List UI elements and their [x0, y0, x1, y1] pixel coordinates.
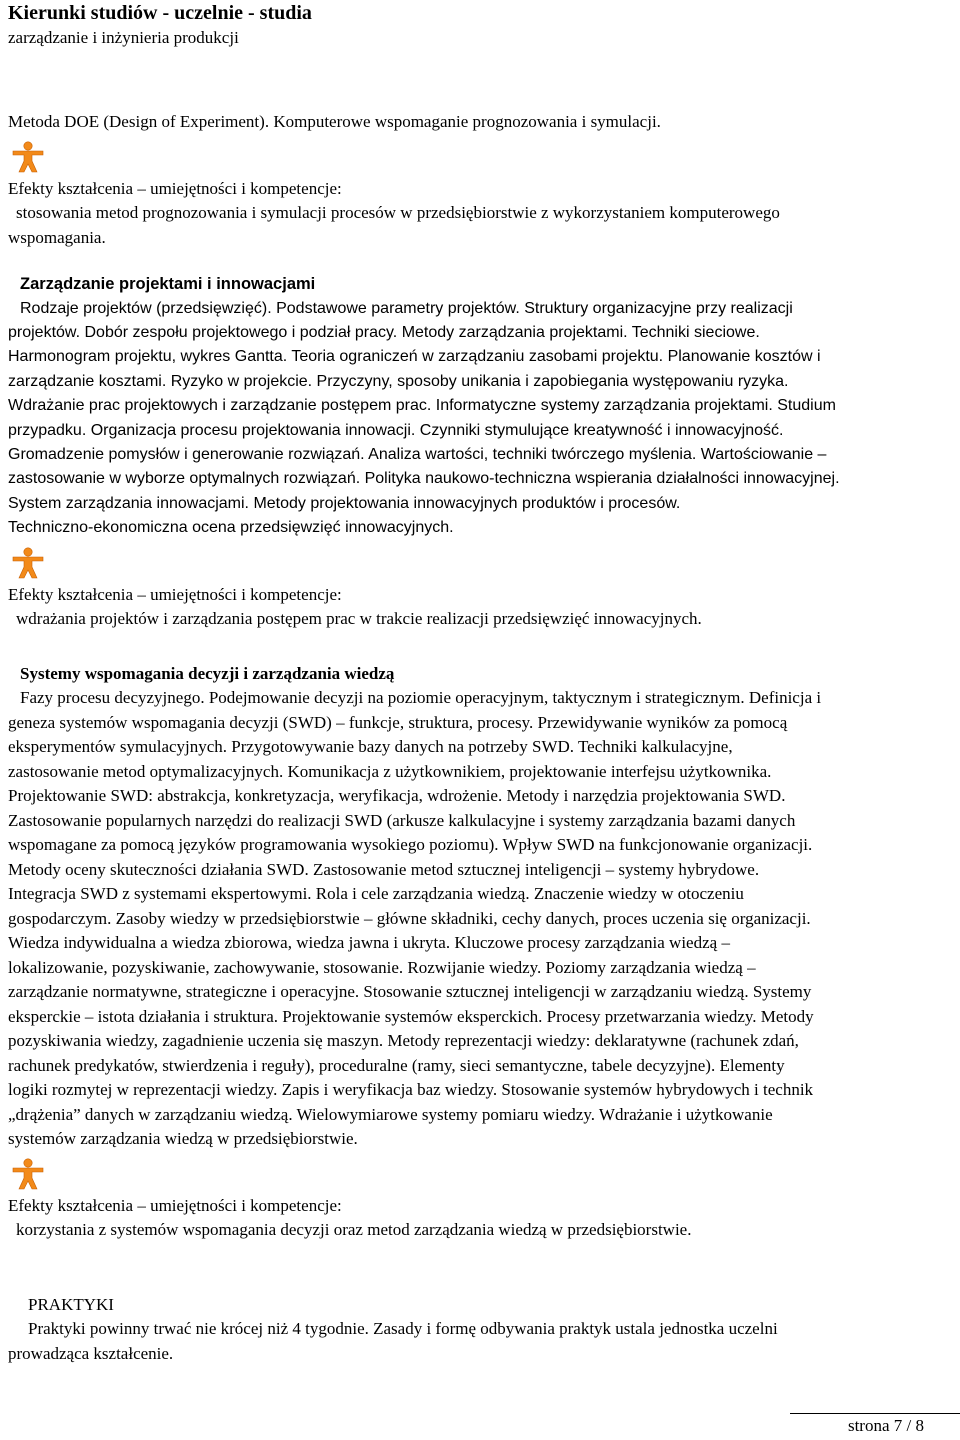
- person-icon: [10, 141, 46, 173]
- section-heading-projects: Zarządzanie projektami i innowacjami: [20, 275, 316, 293]
- section-heading-decision-systems: Systemy wspomagania decyzji i zarządzania wiedzą: [20, 663, 395, 683]
- text-line: eksperymentów symulacyjnych. Przygotowywanie bazy danych na potrzeby SWD. Techniki kalkulacyjne,: [8, 737, 733, 757]
- text-line: Wdrażanie prac projektowych i zarządzanie postępem prac. Informatyczne systemy zarządzania projektami. Studium: [8, 397, 836, 415]
- praktyki-title: PRAKTYKI: [28, 1294, 114, 1314]
- text-line: Zastosowanie popularnych narzędzi do realizacji SWD (arkusze kalkulacyjne i systemy zarządzania bazami danych: [8, 810, 796, 830]
- section-body-projects: [8, 297, 954, 541]
- efekty-label: Efekty kształcenia – umiejętności i kompetencje:: [8, 178, 342, 198]
- page-header: [8, 0, 312, 50]
- text-line: Harmonogram projektu, wykres Gantta. Teoria ograniczeń w zarządzaniu zasobami projektu. Planowanie kosztów i: [8, 348, 821, 366]
- intro-text: Metoda DOE (Design of Experiment). Komputerowe wspomaganie prognozowania i symulacji.: [8, 112, 661, 131]
- text-line: zastosowanie w wyborze optymalnych rozwiązań. Polityka naukowo-techniczna wspierania działalności innowacyjnej.: [8, 470, 840, 488]
- text-line: zarządzanie kosztami. Ryzyko w projekcie. Przyczyny, sposoby unikania i zapobiegania występowaniu ryzyka.: [8, 372, 789, 390]
- efekty-text: wdrażania projektów i zarządzania postępem prac w trakcie realizacji przedsięwzięć innowacyjnych.: [16, 609, 702, 629]
- text-line: rachunek predykatów, stwierdzenia i reguły), proceduralne (ramy, sieci semantyczne, tabele decyzyjne). Elementy: [8, 1055, 785, 1075]
- text-line: Wiedza indywidualna a wiedza zbiorowa, wiedza jawna i ukryta. Kluczowe procesy zarządzania wiedzą –: [8, 933, 730, 953]
- text-line: Praktyki powinny trwać nie krócej niż 4 tygodnie. Zasady i formę odbywania praktyk ustala jednostka uczelni: [28, 1319, 778, 1339]
- efekty-text: stosowania metod prognozowania i symulacji procesów w przedsiębiorstwie z wykorzystaniem komputerowego: [16, 203, 780, 222]
- text-line: System zarządzania innowacjami. Metody projektowania innowacyjnych produktów i procesów.: [8, 494, 681, 512]
- text-line: lokalizowanie, pozyskiwanie, zachowywanie, stosowanie. Rozwijanie wiedzy. Poziomy zarządzania wiedzą –: [8, 957, 756, 977]
- efekty-text: korzystania z systemów wspomagania decyzji oraz metod zarządzania wiedzą w przedsiębiorstwie.: [16, 1220, 692, 1240]
- document-content: [8, 110, 954, 1366]
- text-line: przypadku. Organizacja procesu projektowania innowacji. Czynniki stymulujące kreatywność i innowacyjność.: [8, 421, 784, 439]
- text-line: prowadząca kształcenie.: [8, 1343, 174, 1363]
- efekty-label: Efekty kształcenia – umiejętności i kompetencje:: [8, 584, 342, 604]
- text-line: Integracja SWD z systemami ekspertowymi. Rola i cele zarządzania wiedzą. Znaczenie wiedzy w otoczeniu: [8, 884, 744, 904]
- person-icon: [10, 547, 46, 579]
- text-line: Rodzaje projektów (przedsięwzięć). Podstawowe parametry projektów. Struktury organizacyjne przy realizacji: [20, 299, 793, 317]
- text-line: eksperckie – istota działania i struktura. Projektowanie systemów eksperckich. Procesy przetwarzania wiedzy. Metody: [8, 1006, 814, 1026]
- efekty-text-continued: wspomagania.: [8, 227, 106, 247]
- text-line: zarządzanie normatywne, strategiczne i operacyjne. Stosowanie sztucznej inteligencji w zarządzaniu wiedzą. Systemy: [8, 982, 812, 1002]
- text-line: Gromadzenie pomysłów i generowanie rozwiązań. Analiza wartości, techniki twórczego myślenia. Wartościowanie –: [8, 445, 827, 463]
- person-icon: [10, 1158, 46, 1190]
- text-line: Metody oceny skuteczności działania SWD. Zastosowanie metod sztucznej inteligencji – systemy hybrydowe.: [8, 859, 760, 879]
- text-line: wspomagane za pomocą języków programowania wysokiego poziomu). Wpływ SWD na funkcjonowanie organizacji.: [8, 835, 813, 855]
- text-line: pozyskiwania wiedzy, zagadnienie uczenia się maszyn. Metody reprezentacji wiedzy: deklaratywne (rachunek zdań,: [8, 1031, 799, 1051]
- text-line: systemów zarządzania wiedzą w przedsiębiorstwie.: [8, 1129, 358, 1149]
- text-line: Fazy procesu decyzyjnego. Podejmowanie decyzji na poziomie operacyjnym, taktycznym i strategicznym. Definicja i: [20, 688, 822, 708]
- section-body-decision-systems: [8, 686, 954, 1152]
- site-title: Kierunki studiów - uczelnie - studia: [8, 2, 312, 24]
- text-line: Projektowanie SWD: abstrakcja, konkretyzacja, weryfikacja, wdrożenie. Metody i narzędzia projektowania SWD.: [8, 786, 786, 806]
- text-line: geneza systemów wspomagania decyzji (SWD) – funkcje, struktura, procesy. Przewidywanie wyników za pomocą: [8, 712, 788, 732]
- page-number: strona 7 / 8: [847, 1415, 924, 1435]
- page-subtitle: zarządzanie i inżynieria produkcji: [8, 28, 239, 47]
- text-line: „drążenia” danych w zarządzaniu wiedzą. Wielowymiarowe systemy pomiaru wiedzy. Wdrażanie i użytkowanie: [8, 1104, 773, 1124]
- text-line: gospodarczym. Zasoby wiedzy w przedsiębiorstwie – główne składniki, cechy danych, proces uczenia się organizacji.: [8, 908, 811, 928]
- text-line: Techniczno-ekonomiczna ocena przedsięwzięć innowacyjnych.: [8, 519, 454, 537]
- text-line: zastosowanie metod optymalizacyjnych. Komunikacja z użytkownikiem, projektowanie interfejsu użytkownika.: [8, 761, 772, 781]
- text-line: projektów. Dobór zespołu projektowego i podział pracy. Metody zarządzania projektami. Techniki sieciowe.: [8, 323, 760, 341]
- praktyki-body: [8, 1317, 954, 1366]
- efekty-label: Efekty kształcenia – umiejętności i kompetencje:: [8, 1195, 342, 1215]
- text-line: logiki rozmytej w reprezentacji wiedzy. Zapis i weryfikacja baz wiedzy. Stosowanie systemów hybrydowych i technik: [8, 1080, 814, 1100]
